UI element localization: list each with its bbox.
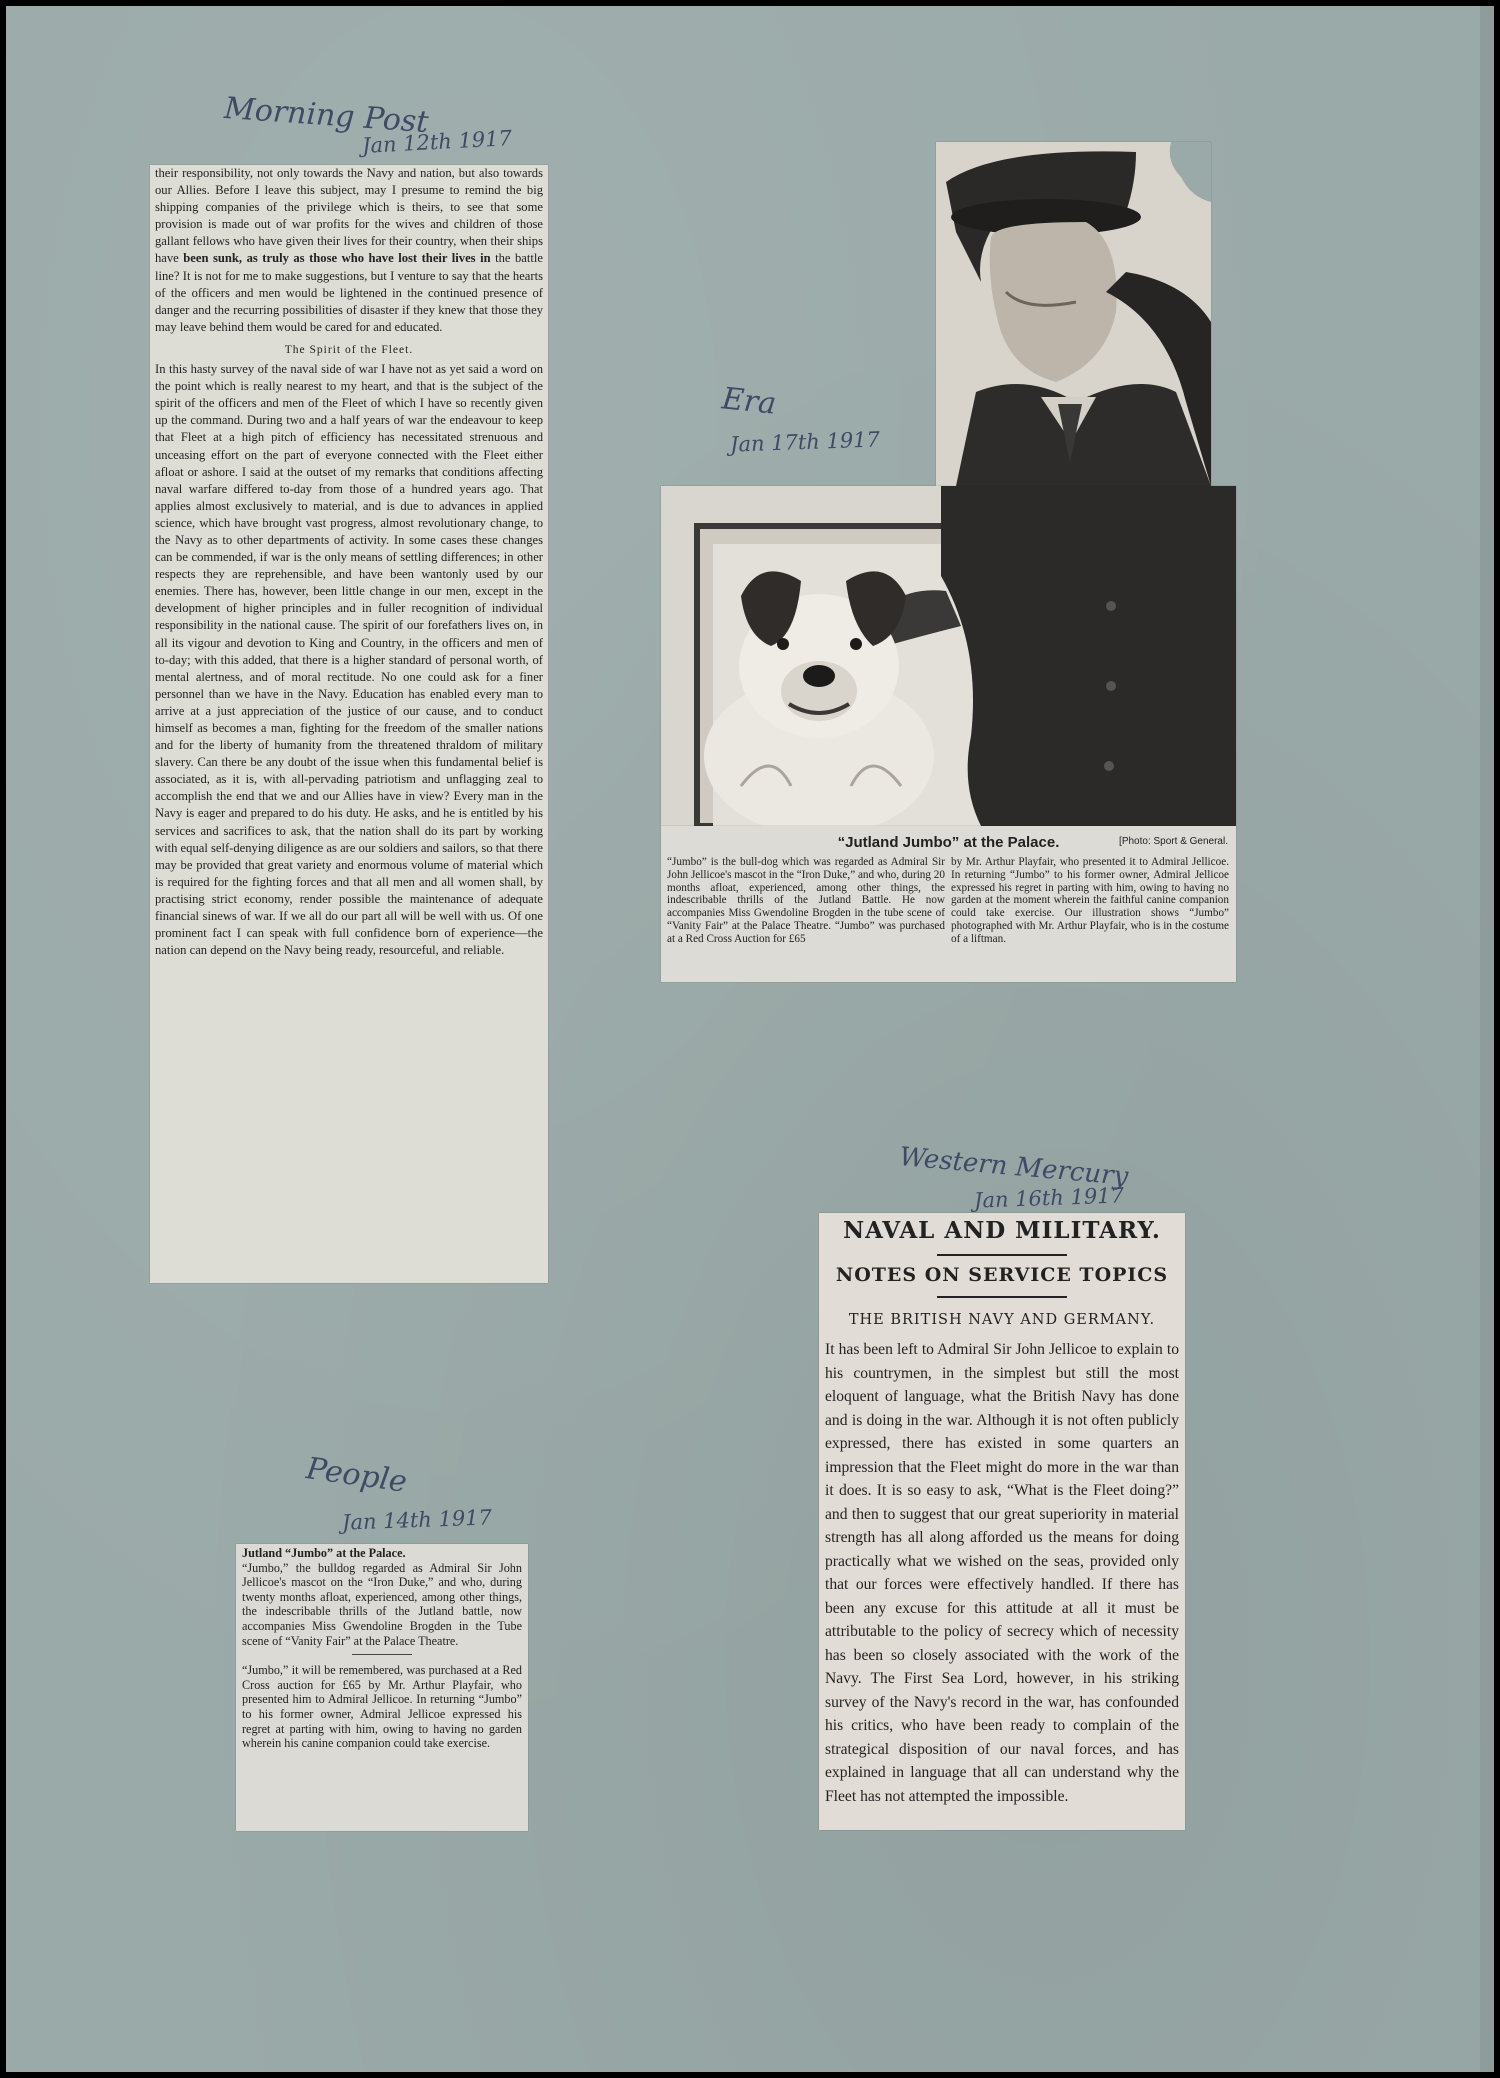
morning-post-clipping (150, 165, 548, 1283)
annotation-people-date: Jan 14th 1917 (341, 1505, 493, 1535)
people-para2: “Jumbo,” it will be remembered, was purchased at a Red Cross auction for £65 by Mr. Arthur Playfair, who presented him to Admiral Jellicoe. In returning “Jumbo” to his former owner, Admiral Jellicoe expressed his regret at parting with him, owing to having no garden wherein his canine companion could take exercise. (242, 1663, 522, 1751)
era-column-1: “Jumbo” is the bull-dog which was regarded as Admiral Sir John Jellicoe's mascot in the “Iron Duke,” and who, during 20 months afloat, experienced, among other things, the indescribable thrills of the Jutland Battle. He now accompanies Miss Gwendoline Brogden in the tube scene of “Vanity Fair” at the Palace Theatre. “Jumbo” was purchased at a Red Cross Auction for £65 (667, 856, 945, 945)
era-column-2: by Mr. Arthur Playfair, who presented it to Admiral Jellicoe. In returning “Jumbo” to his former owner, Admiral Jellicoe expressed his regret in parting with him, owing to having no garden at the moment wherein the faithful canine companion could take exercise. Our illustration shows “Jumbo” photographed with Mr. Arthur Playfair, who is in the costume of a liftman. (951, 856, 1229, 945)
people-text (236, 1544, 528, 1753)
annotation-western-mercury: Western Mercury (898, 1142, 1130, 1192)
era-caption-block (661, 826, 1236, 982)
era-photo-top (936, 142, 1211, 486)
era-caption: “Jutland Jumbo” at the Palace. (837, 834, 1060, 851)
morning-post-para1: their responsibility, not only towards the Navy and nation, but also towards our Allies. Before I leave this subject, may I presume to remind the big shipping companies of the privilege which is theirs, to see that some provision is made out of war profits for the wives and children of those gallant fellows who have given their lives for their country, when their ships have (155, 166, 543, 266)
annotation-western-mercury-date: Jan 16th 1917 (973, 1183, 1125, 1213)
people-para1: “Jumbo,” the bulldog regarded as Admiral Sir John Jellicoe's mascot on the “Iron Duke,” and who, during twenty months afloat, experienced, among other things, the indescribable thrills of the Jutland battle, now accompanies Miss Gwendoline Brogden in the Tube scene of “Vanity Fair” at the Palace Theatre. (242, 1560, 522, 1648)
western-mercury-clipping (819, 1213, 1185, 1830)
liftman-photo-upper (936, 142, 1211, 486)
morning-post-text (150, 165, 548, 959)
era-photo-bottom (661, 486, 1236, 826)
annotation-morning-post: Morning Post (223, 90, 430, 141)
morning-post-para1-end: the battle line? It is not for me to make suggestions, but I venture to say that the hearts of the officers and men would be lightened in the continued presence of danger and the recurring possibilities of disaster if they knew that those they may leave behind them would be cared for and educated. (155, 251, 543, 334)
morning-post-para1-bold: been sunk, as truly as those who have lost their lives in (183, 251, 491, 266)
scrapbook-page (6, 6, 1494, 2072)
annotation-era-date: Jan 17th 1917 (729, 427, 881, 457)
annotation-era: Era (720, 381, 778, 422)
western-mercury-title: NAVAL AND MILITARY. (843, 1217, 1161, 1244)
western-mercury-section: THE BRITISH NAVY AND GERMANY. (848, 1312, 1156, 1328)
annotation-morning-post-date: Jan 12th 1917 (361, 126, 513, 158)
people-heading: Jutland “Jumbo” at the Palace. (242, 1546, 406, 1560)
morning-post-para2: In this hasty survey of the naval side of war I have not as yet said a word on the point which is really nearest to my heart, and that is the subject of the spirit of the officers and men of the Fleet of which I have so recently given up the command. During two and a half years of war the endeavour to keep that Fleet at a high pitch of efficiency has necessitated strenuous and unceasing effort on the part of everyone connected with the Fleet either afloat or ashore. I said at the outset of my remarks that conditions affecting naval warfare differed to-day from those of a hundred years ago. That applies almost exclusively to material, and is due to advances in applied science, which have brought vast progress, almost revolutionary change, to the Navy as to other departments of activity. In some cases these changes can be commended, if war is the only means of settling differences; in other respects they are reprehensible, and have been wantonly used by our enemies. There has, however, been little change in our men, except in the development of higher principles and in fuller recognition of individual responsibility in the national cause. The spirit of our forefathers lives on, in all its vigour and devotion to King and Country, in the officers and men of to-day; with this added, that there is a higher standard of personal worth, of mental alertness, and of moral rectitude. No one could ask for a finer personnel than we have in the Navy. Education has enabled every man to arrive at a just appreciation of the justice of our cause, and to conduct himself as becomes a man, fighting for the freedom of the smaller nations and for the liberty of humanity from the threatened thraldom of military slavery. Can there be any doubt of the issue when this fundamental belief is associated, as it is, with all-pervading patriotism and unflagging zeal to accomplish the end that we and our Allies have in view? Every man in the Navy is eager and prepared to do his duty. He asks, and he is entitled by his services and sacrifices to ask, that the nation shall do its part by working with equal self-denying diligence as are our soldiers and sailors, so that there may be provided that great variety and enormous volume of material which is required for the fighting forces and that all men and all women shall, by practising strict economy, render possible the maintenance of adequate financial sinews of war. If we all do our part all will be well with us. Of one prominent fact I can speak with full confidence born of experience—the nation can depend on the Navy being ready, resourceful, and reliable. (155, 362, 543, 958)
western-mercury-body: It has been left to Admiral Sir John Jellicoe to explain to his countrymen, in the simplest but still the most eloquent of language, what the British Navy has done and is doing in the war. Although it is not often publicly expressed, there has existed in some quarters an impression that the Fleet might do more in the war than it does. It is so easy to ask, “What is the Fleet doing?” and then to suggest that our great superiority in material strength has all along afforded us the means for doing practically what we wished on the seas, provided only that our forces were effectively handled. If there has been any excuse for this attitude at all it must be attributable to the policy of secrecy which of necessity has been so closely associated with the work of the Navy. The First Sea Lord, however, in his striking survey of the Navy's record in the war, has confounded his critics, who have been ready to complain of the strategical disposition of our naval forces, and has explained in language that all can understand why the Fleet has not attempted the impossible. (825, 1341, 1179, 1805)
people-clipping (236, 1544, 528, 1831)
bulldog-photo (661, 486, 1236, 826)
western-mercury-subtitle: NOTES ON SERVICE TOPICS (835, 1264, 1169, 1286)
morning-post-heading: The Spirit of the Fleet. (284, 343, 414, 356)
people-separator (352, 1654, 412, 1655)
page-edge (1480, 6, 1494, 2072)
era-photo-credit: [Photo: Sport & General. (1119, 836, 1228, 847)
annotation-people: People (304, 1451, 410, 1500)
title-rule (937, 1254, 1067, 1256)
subtitle-rule (937, 1296, 1067, 1298)
